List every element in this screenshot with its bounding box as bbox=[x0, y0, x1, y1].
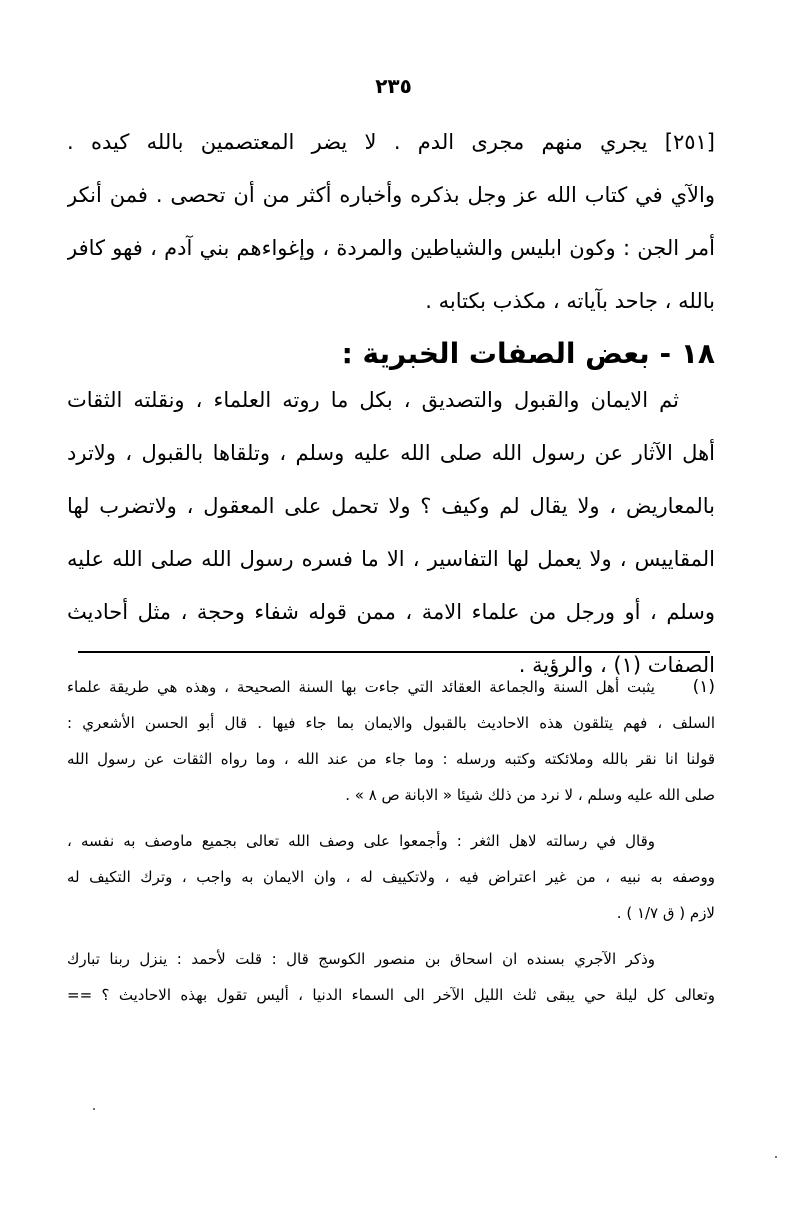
footnote-marker: (١) bbox=[692, 677, 715, 697]
paragraph-line: أهل الآثار عن رسول الله صلى الله عليه وسلم ، وتلقاها بالقبول ، ولاترد bbox=[67, 441, 715, 465]
paragraph-line: المقاييس ، ولا يعمل لها التفاسير ، الا ما فسره رسول الله صلى الله عليه bbox=[67, 547, 715, 571]
main-text bbox=[67, 128, 715, 704]
scan-speck bbox=[775, 1156, 777, 1158]
body-line: [٢٥١] يجري منهم مجرى الدم . لا يضر المعتصمين بالله كيده . bbox=[67, 130, 715, 154]
body-line: بالله ، جاحد بآياته ، مكذب بكتابه . bbox=[425, 289, 715, 313]
footnote-line: وقال في رسالته لاهل الثغر : وأجمعوا على وصف الله تعالى بجميع ماوصف به نفسه ، bbox=[67, 832, 655, 850]
page-number: ٢٣٥ bbox=[375, 74, 412, 98]
section-heading: ١٨ - بعض الصفات الخبرية : bbox=[341, 337, 715, 370]
body-line: أمر الجن : وكون ابليس والشياطين والمردة ، وإغواءهم بني آدم ، فهو كافر bbox=[67, 236, 715, 260]
paragraph-line: ثم الايمان والقبول والتصديق ، بكل ما روته العلماء ، ونقلته الثقات bbox=[67, 388, 679, 412]
footnote-first-line bbox=[67, 676, 715, 712]
footnote-line: ووصفه به نبيه ، من غير اعتراض فيه ، ولاتكييف له ، وان الايمان به واجب ، وترك التكيف له bbox=[67, 868, 715, 886]
scan-speck bbox=[93, 1108, 95, 1110]
footnote-line: لازم ( ق ١/٧ ) . bbox=[616, 904, 715, 922]
footnote-text: يثبت أهل السنة والجماعة العقائد التي جاءت بها السنة الصحيحة ، وهذه هي طريقة علماء bbox=[67, 678, 655, 696]
paragraph-line: وسلم ، أو ورجل من علماء الامة ، ممن قوله شفاء وحجة ، مثل أحاديث bbox=[67, 600, 715, 624]
footnote-line: وذكر الآجري بسنده ان اسحاق بن منصور الكوسج قال : قلت لأحمد : ينزل ربنا تبارك bbox=[67, 950, 655, 968]
footnote-line: وتعالى كل ليلة حي يبقى ثلث الليل الآخر الى السماء الدنيا ، أليس تقول بهذه الاحاديث ؟ == bbox=[67, 986, 715, 1004]
footnotes bbox=[67, 676, 715, 1020]
paragraph-line: الصفات (١) ، والرؤية . bbox=[518, 653, 715, 677]
footnote-line: قولنا انا نقر بالله وملائكته وكتبه ورسله : وما جاء من عند الله ، وما رواه الثقات عن رسول الله bbox=[67, 750, 715, 768]
footnote-separator bbox=[78, 651, 710, 653]
footnote-line: صلى الله عليه وسلم ، لا نرد من ذلك شيئا « الابانة ص ٨ » . bbox=[345, 786, 715, 804]
footnote-line: السلف ، فهم يتلقون هذه الاحاديث بالقبول والايمان بما جاء فيها . قال أبو الحسن الأشعري : bbox=[67, 714, 715, 732]
paragraph-line: بالمعاريض ، ولا يقال لم وكيف ؟ ولا تحمل على المعقول ، ولاتضرب لها bbox=[67, 494, 715, 518]
body-line: والآي في كتاب الله عز وجل بذكره وأخباره أكثر من أن تحصى . فمن أنكر bbox=[67, 183, 715, 207]
